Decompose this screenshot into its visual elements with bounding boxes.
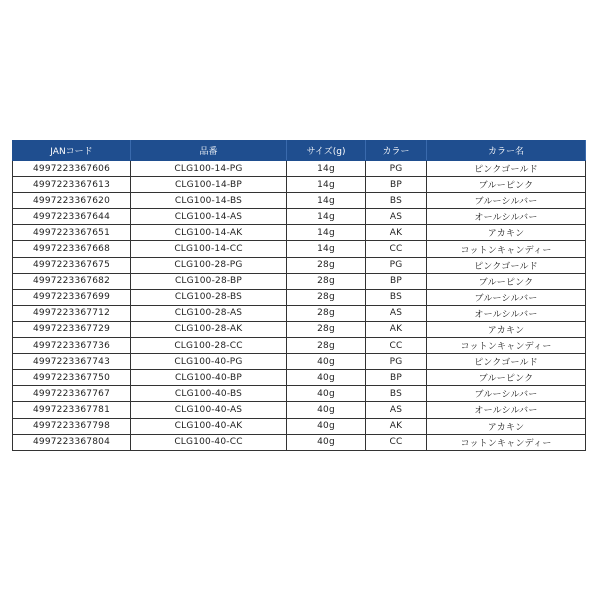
- product-number-cell: CLG100-14-BS: [131, 193, 287, 209]
- size-cell: 40g: [287, 418, 366, 434]
- table-row: [13, 241, 586, 257]
- product-number-cell: CLG100-28-AK: [131, 321, 287, 337]
- color-name-cell: ブルーピンク: [427, 177, 586, 193]
- table-row: [13, 257, 586, 273]
- color-code-cell: BP: [366, 273, 427, 289]
- jan-code-cell: 4997223367804: [13, 434, 131, 450]
- color-name-cell: アカキン: [427, 321, 586, 337]
- jan-code-cell: 4997223367620: [13, 193, 131, 209]
- color-name-cell: コットンキャンディー: [427, 241, 586, 257]
- color-code-cell: PG: [366, 354, 427, 370]
- size-cell: 40g: [287, 434, 366, 450]
- jan-code-cell: 4997223367682: [13, 273, 131, 289]
- size-cell: 28g: [287, 305, 366, 321]
- color-code-cell: CC: [366, 434, 427, 450]
- product-number-cell: CLG100-40-AK: [131, 418, 287, 434]
- product-number-cell: CLG100-40-PG: [131, 354, 287, 370]
- product-number-cell: CLG100-28-AS: [131, 305, 287, 321]
- table-row: [13, 225, 586, 241]
- color-name-cell: ブルーピンク: [427, 370, 586, 386]
- jan-code-cell: 4997223367750: [13, 370, 131, 386]
- product-number-cell: CLG100-40-AS: [131, 402, 287, 418]
- color-name-cell: ブルーピンク: [427, 273, 586, 289]
- product-number-cell: CLG100-14-PG: [131, 161, 287, 177]
- table-row: [13, 193, 586, 209]
- color-name-cell: オールシルバー: [427, 402, 586, 418]
- color-name-cell: コットンキャンディー: [427, 338, 586, 354]
- jan-code-cell: 4997223367613: [13, 177, 131, 193]
- jan-code-cell: 4997223367668: [13, 241, 131, 257]
- table-row: [13, 370, 586, 386]
- header-color-name: カラー名: [427, 141, 586, 161]
- color-name-cell: ブルーシルバー: [427, 193, 586, 209]
- size-cell: 40g: [287, 354, 366, 370]
- color-code-cell: CC: [366, 338, 427, 354]
- table-header-row: [13, 141, 586, 161]
- jan-code-cell: 4997223367798: [13, 418, 131, 434]
- jan-code-cell: 4997223367743: [13, 354, 131, 370]
- color-code-cell: AK: [366, 321, 427, 337]
- jan-code-cell: 4997223367606: [13, 161, 131, 177]
- color-code-cell: AK: [366, 225, 427, 241]
- size-cell: 28g: [287, 338, 366, 354]
- product-number-cell: CLG100-28-BS: [131, 289, 287, 305]
- color-code-cell: BP: [366, 370, 427, 386]
- header-size: サイズ(g): [287, 141, 366, 161]
- jan-code-cell: 4997223367736: [13, 338, 131, 354]
- jan-code-cell: 4997223367675: [13, 257, 131, 273]
- product-number-cell: CLG100-14-BP: [131, 177, 287, 193]
- size-cell: 28g: [287, 321, 366, 337]
- size-cell: 14g: [287, 209, 366, 225]
- table-row: [13, 418, 586, 434]
- table-row: [13, 434, 586, 450]
- product-number-cell: CLG100-28-CC: [131, 338, 287, 354]
- color-code-cell: PG: [366, 161, 427, 177]
- size-cell: 40g: [287, 370, 366, 386]
- table-row: [13, 338, 586, 354]
- color-name-cell: ブルーシルバー: [427, 289, 586, 305]
- size-cell: 28g: [287, 289, 366, 305]
- color-name-cell: ピンクゴールド: [427, 257, 586, 273]
- size-cell: 14g: [287, 177, 366, 193]
- size-cell: 14g: [287, 241, 366, 257]
- table-row: [13, 209, 586, 225]
- color-name-cell: コットンキャンディー: [427, 434, 586, 450]
- product-spec-table: [12, 140, 586, 451]
- jan-code-cell: 4997223367767: [13, 386, 131, 402]
- table-row: [13, 402, 586, 418]
- size-cell: 28g: [287, 257, 366, 273]
- product-number-cell: CLG100-14-CC: [131, 241, 287, 257]
- product-number-cell: CLG100-40-BP: [131, 370, 287, 386]
- size-cell: 40g: [287, 386, 366, 402]
- color-name-cell: アカキン: [427, 225, 586, 241]
- size-cell: 14g: [287, 225, 366, 241]
- color-name-cell: オールシルバー: [427, 305, 586, 321]
- color-name-cell: ピンクゴールド: [427, 354, 586, 370]
- color-code-cell: AS: [366, 305, 427, 321]
- table-row: [13, 177, 586, 193]
- size-cell: 14g: [287, 161, 366, 177]
- size-cell: 40g: [287, 402, 366, 418]
- color-code-cell: BS: [366, 386, 427, 402]
- jan-code-cell: 4997223367644: [13, 209, 131, 225]
- header-product-number: 品番: [131, 141, 287, 161]
- color-code-cell: AS: [366, 402, 427, 418]
- table-row: [13, 289, 586, 305]
- table-row: [13, 273, 586, 289]
- color-name-cell: アカキン: [427, 418, 586, 434]
- color-code-cell: AS: [366, 209, 427, 225]
- product-number-cell: CLG100-28-BP: [131, 273, 287, 289]
- product-number-cell: CLG100-28-PG: [131, 257, 287, 273]
- table-row: [13, 161, 586, 177]
- table-body: [13, 161, 586, 451]
- product-number-cell: CLG100-14-AS: [131, 209, 287, 225]
- jan-code-cell: 4997223367651: [13, 225, 131, 241]
- color-name-cell: オールシルバー: [427, 209, 586, 225]
- color-code-cell: CC: [366, 241, 427, 257]
- color-code-cell: BS: [366, 193, 427, 209]
- color-name-cell: ピンクゴールド: [427, 161, 586, 177]
- jan-code-cell: 4997223367699: [13, 289, 131, 305]
- product-number-cell: CLG100-40-CC: [131, 434, 287, 450]
- color-name-cell: ブルーシルバー: [427, 386, 586, 402]
- color-code-cell: AK: [366, 418, 427, 434]
- table-row: [13, 305, 586, 321]
- product-number-cell: CLG100-14-AK: [131, 225, 287, 241]
- jan-code-cell: 4997223367712: [13, 305, 131, 321]
- color-code-cell: BP: [366, 177, 427, 193]
- jan-code-cell: 4997223367781: [13, 402, 131, 418]
- size-cell: 28g: [287, 273, 366, 289]
- jan-code-cell: 4997223367729: [13, 321, 131, 337]
- header-jan-code: JANコード: [13, 141, 131, 161]
- table-row: [13, 386, 586, 402]
- table-row: [13, 354, 586, 370]
- product-number-cell: CLG100-40-BS: [131, 386, 287, 402]
- size-cell: 14g: [287, 193, 366, 209]
- header-color-code: カラー: [366, 141, 427, 161]
- table-row: [13, 321, 586, 337]
- color-code-cell: BS: [366, 289, 427, 305]
- color-code-cell: PG: [366, 257, 427, 273]
